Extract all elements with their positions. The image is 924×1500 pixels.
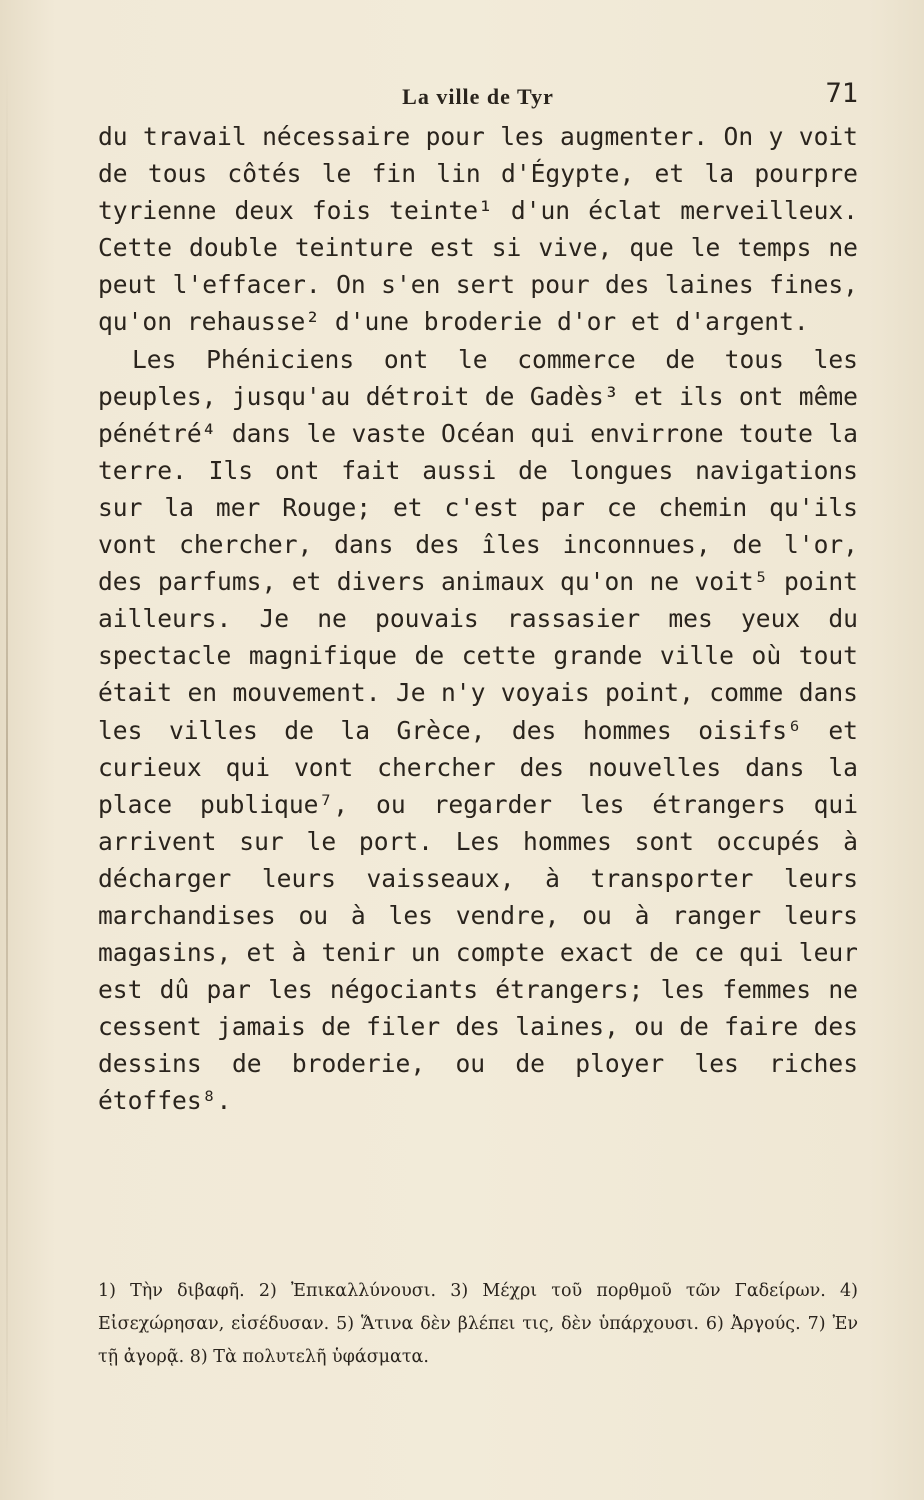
page-number: 71 (825, 78, 858, 109)
footnote-6: 6) Ἀργούς. (705, 1314, 808, 1334)
footnote-4: 4) Εἰσεχώρησαν, εἰσέδυσαν. (98, 1281, 858, 1334)
paragraph-1: du travail nécessaire pour les augmenter. On y voit de tous côtés le fin lin d'Égypte, et la pourpre tyrienne deux fois teinte¹ d'un éclat merveilleux. Cette double teinture est si vive, que le temps ne peut l'effacer. On s'en sert pour des laines fines, qu'on rehausse² d'une broderie d'or et d'argent. (98, 122, 858, 337)
paragraph-2: Les Phéniciens ont le commerce de tous les peuples, jusqu'au détroit de Gadès³ et ils ont même pénétré⁴ dans le vaste Océan qui envirrone toute la terre. Ils ont fait aussi de longues navigations sur la mer Rouge; et c'est par ce chemin qu'ils vont chercher, dans des îles inconnues, de l'or, des parfums, et divers animaux qu'on ne voit⁵ point ailleurs. Je ne pouvais rassasier mes yeux du spectacle magnifique de cette grande ville où tout était en mouvement. Je n'y voyais point, comme dans les villes de la Grèce, des hommes oisifs⁶ et curieux qui vont chercher des nouvelles dans la place publique⁷, ou regarder les étrangers qui arrivent sur le port. Les hommes sont occupés à décharger leurs vaisseaux, à transporter leurs marchandises ou à les vendre, ou à ranger leurs magasins, et à tenir un compte exact de ce qui leur est dû par les négociants étrangers; les femmes ne cessent jamais de filer des laines, ou de faire des dessins de broderie, ou de ployer les riches étoffes⁸. (98, 344, 858, 1116)
body-text (98, 118, 858, 1120)
page-gutter-shadow (6, 60, 8, 1460)
footnote-3: 3) Μέχρι τοῦ πορθμοῦ τῶν Γαδείρων. (450, 1281, 841, 1301)
footnote-2: 2) Ἐπικαλλύνουσι. (258, 1281, 451, 1301)
footnotes (98, 1275, 858, 1374)
footnote-5: 5) Ἅτινα δὲν βλέπει τις, δὲν ὑπάρχουσι. (336, 1314, 706, 1334)
footnote-1: 1) Τὴν διβαφῆ. (98, 1281, 259, 1301)
footnote-7: 7) Ἐν τῇ ἀγορᾷ. (98, 1314, 859, 1367)
footnote-8: 8) Τὰ πολυτελῆ ὑφάσματα. (189, 1347, 429, 1367)
running-title: La ville de Tyr (402, 84, 554, 109)
page-header (98, 78, 858, 118)
